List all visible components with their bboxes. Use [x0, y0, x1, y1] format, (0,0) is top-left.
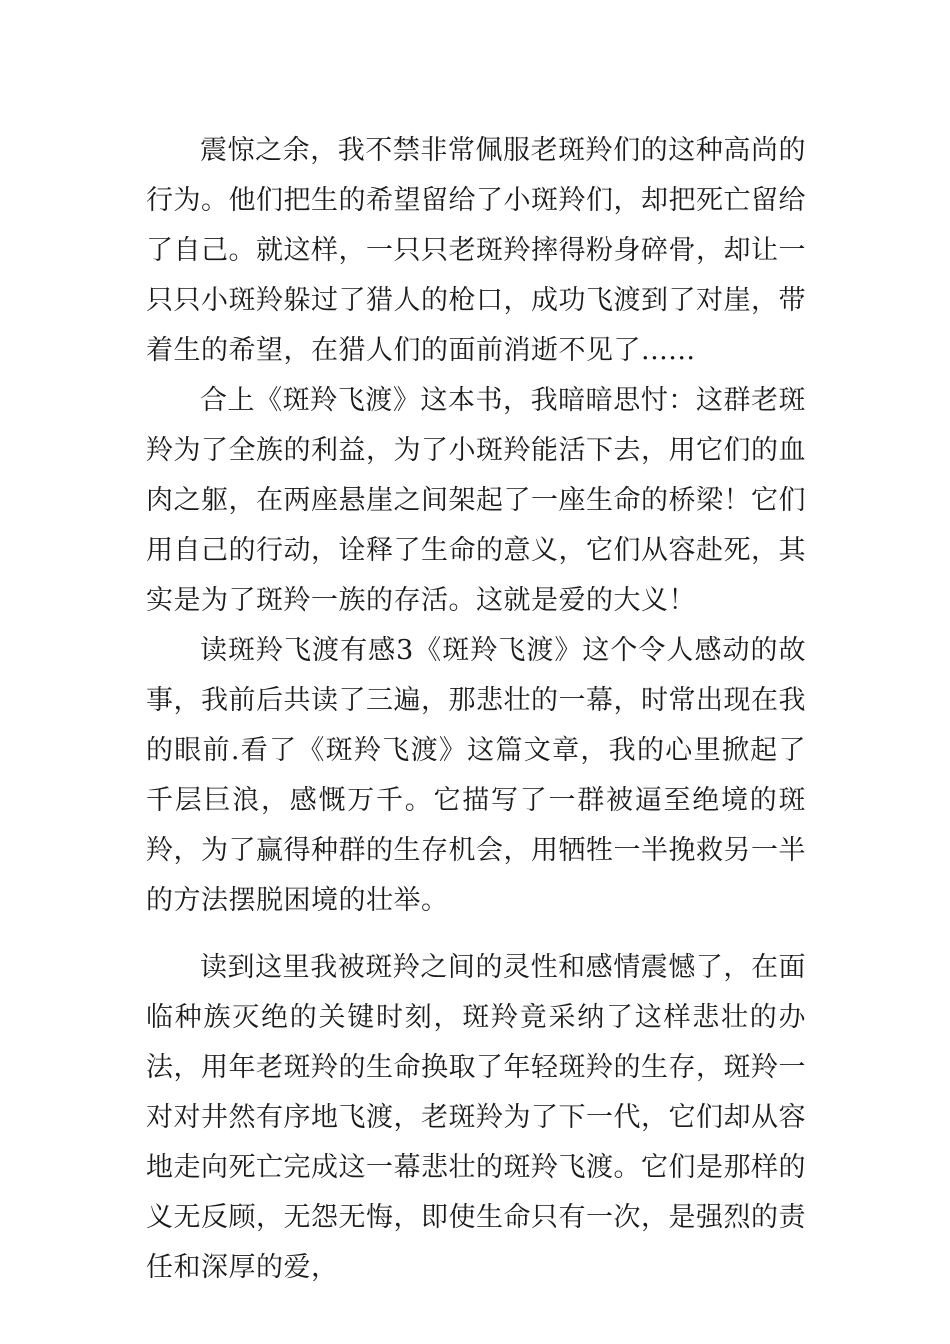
- paragraph-1: 震惊之余，我不禁非常佩服老斑羚们的这种高尚的行为。他们把生的希望留给了小斑羚们，却把死亡留给了自己。就这样，一只只老斑羚摔得粉身碎骨，却让一只只小斑羚躲过了猎人的枪口，成功飞渡到了对崖，带着生的希望，在猎人们的面前消逝不见了......: [146, 135, 806, 366]
- paragraph-2: 合上《斑羚飞渡》这本书，我暗暗思忖：这群老斑羚为了全族的利益，为了小斑羚能活下去，用它们的血肉之躯，在两座悬崖之间架起了一座生命的桥梁！它们用自己的行动，诠释了生命的意义，它们从容赴死，其实是为了斑羚一族的存活。这就是爱的大义！: [146, 385, 806, 616]
- article-body: [146, 126, 806, 1293]
- paragraph-4: 读到这里我被斑羚之间的灵性和感情震憾了，在面临种族灭绝的关键时刻，斑羚竟采纳了这样悲壮的办法，用年老斑羚的生命换取了年轻斑羚的生存，斑羚一对对井然有序地飞渡，老斑羚为了下一代，它们却从容地走向死亡完成这一幕悲壮的斑羚飞渡。它们是那样的义无反顾，无怨无悔，即使生命只有一次，是强烈的责任和深厚的爱，: [146, 952, 806, 1283]
- paragraph-3: 读斑羚飞渡有感3《斑羚飞渡》这个令人感动的故事，我前后共读了三遍，那悲壮的一幕，时常出现在我的眼前.看了《斑羚飞渡》这篇文章，我的心里掀起了千层巨浪，感慨万千。它描写了一群被逼至绝境的斑羚，为了赢得种群的生存机会，用牺牲一半挽救另一半的方法摆脱困境的壮举。: [146, 635, 806, 916]
